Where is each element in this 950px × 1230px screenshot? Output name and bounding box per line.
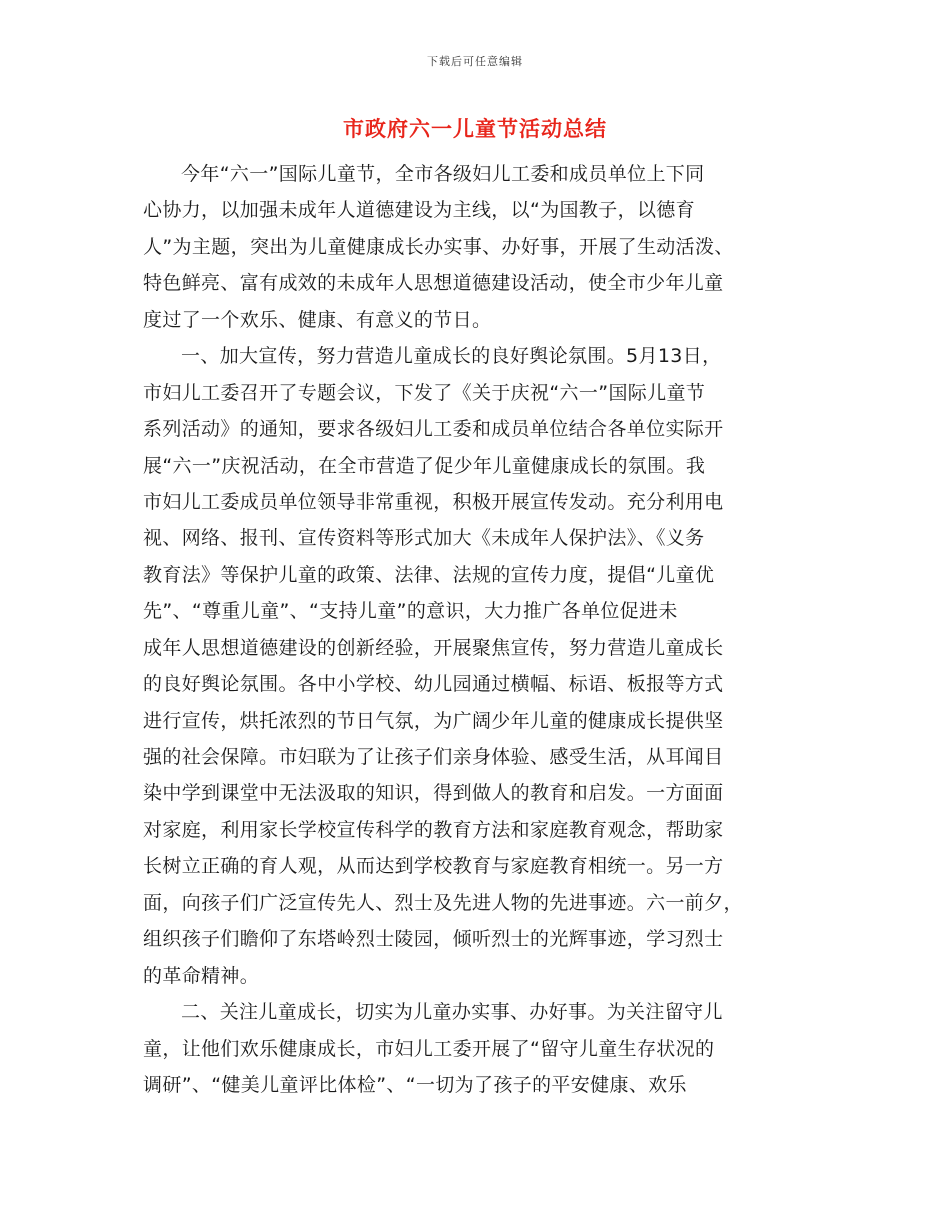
body-line: 特色鲜亮、富有成效的未成年人思想道德建设活动，使全市少年儿童 <box>143 272 724 295</box>
body-line: 成年人思想道德建设的创新经验，开展聚焦宣传，努力营造儿童成长 <box>143 636 724 659</box>
header-note: 下载后可任意编辑 <box>427 55 523 68</box>
body-line: 人”为主题，突出为儿童健康成长办实事、办好事，开展了生动活泼、 <box>143 235 734 258</box>
document-title: 市政府六一儿童节活动总结 <box>343 116 607 141</box>
body-line: 教育法》等保护儿童的政策、法律、法规的宣传力度，提倡“儿童优 <box>143 563 715 586</box>
body-line: 对家庭，利用家长学校宣传科学的教育方法和家庭教育观念，帮助家 <box>143 818 724 841</box>
body-line: 面，向孩子们广泛宣传先人、烈士及先进人物的先进事迹。六一前夕， <box>143 891 743 914</box>
body-line: 强的社会保障。市妇联为了让孩子们亲身体验、感受生活，从耳闻目 <box>143 746 724 768</box>
body-line: 调研”、“健美儿童评比体检”、“一切为了孩子的平安健康、欢乐 <box>143 1073 687 1096</box>
body-line: 展“六一”庆祝活动，在全市营造了促少年儿童健康成长的氛围。我 <box>143 454 706 477</box>
body-line: 二、关注儿童成长，切实为儿童办实事、办好事。为关注留守儿 <box>181 1001 723 1024</box>
body-line: 市妇儿工委召开了专题会议，下发了《关于庆祝“六一”国际儿童节 <box>143 381 706 404</box>
body-line: 童，让他们欢乐健康成长，市妇儿工委开展了“留守儿童生存状况的 <box>143 1037 715 1060</box>
body-line: 的良好舆论氛围。各中小学校、幼儿园通过横幅、标语、板报等方式 <box>143 673 724 696</box>
body-line: 的革命精神。 <box>143 964 260 987</box>
body-line: 进行宣传，烘托浓烈的节日气氛，为广阔少年儿童的健康成长提供坚 <box>143 709 724 732</box>
body-line: 心协力，以加强未成年人道德建设为主线，以“为国教子，以德育 <box>143 199 695 222</box>
body-line: 长树立正确的育人观，从而达到学校教育与家庭教育相统一。另一方 <box>143 855 724 878</box>
body-line: 市妇儿工委成员单位领导非常重视，积极开展宣传发动。充分利用电 <box>143 490 724 513</box>
body-line: 染中学到课堂中无法汲取的知识，得到做人的教育和启发。一方面面 <box>143 782 724 805</box>
body-line: 组织孩子们瞻仰了东塔岭烈士陵园，倾听烈士的光辉事迹，学习烈士 <box>143 928 724 951</box>
body-line: 视、网络、报刊、宣传资料等形式加大《未成年人保护法》、《义务 <box>143 527 705 550</box>
body-line: 今年“六一”国际儿童节，全市各级妇儿工委和成员单位上下同 <box>181 163 705 185</box>
body-line: 度过了一个欢乐、健康、有意义的节日。 <box>143 308 492 331</box>
body-line: 系列活动》的通知，要求各级妇儿工委和成员单位结合各单位实际开 <box>143 418 724 441</box>
body-line: 一、加大宣传，努力营造儿童成长的良好舆论氛围。5月13日， <box>181 345 722 368</box>
body-line: 先”、“尊重儿童”、“支持儿童”的意识，大力推广各单位促进未 <box>143 600 678 623</box>
document-body <box>143 156 823 1103</box>
